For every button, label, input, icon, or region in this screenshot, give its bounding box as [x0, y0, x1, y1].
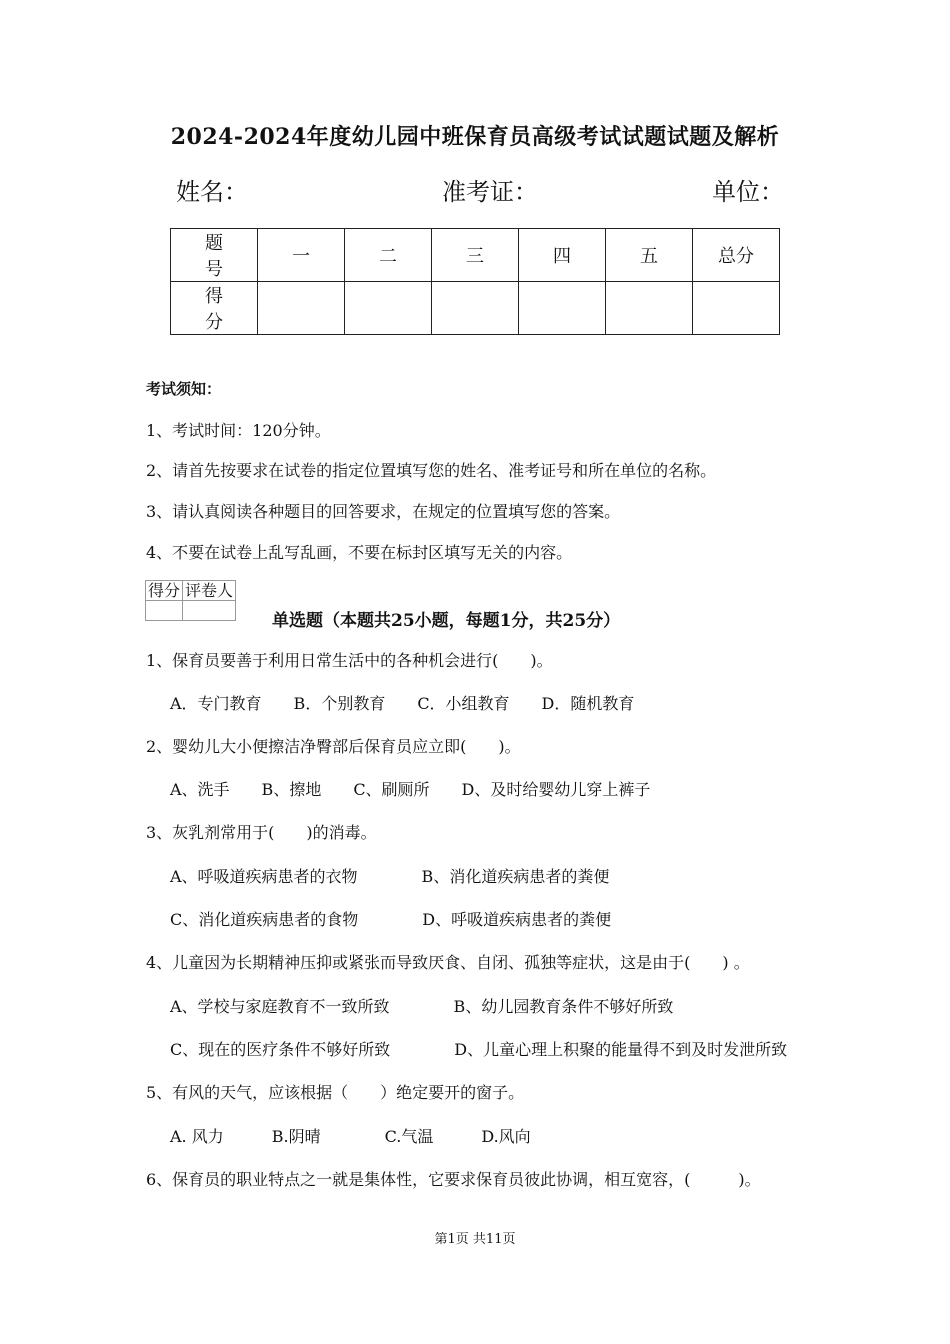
name-label: 姓名：: [176, 178, 248, 206]
section-title: 单选题（本题共25小题，每题1分，共25分）: [272, 611, 621, 631]
grader-box-grader-cell[interactable]: [183, 601, 236, 621]
score-cell-1[interactable]: [258, 282, 345, 335]
notice-item-3: 3、请认真阅读各种题目的回答要求，在规定的位置填写您的答案。: [146, 502, 621, 521]
section-5-header: 五: [606, 229, 693, 282]
section-1-header: 一: [258, 229, 345, 282]
page-footer: 第1页 共11页: [434, 1232, 516, 1247]
question-4-options-row2: C、现在的医疗条件不够好所致 D、儿童心理上积聚的能量得不到及时发泄所致: [170, 1040, 788, 1059]
score-table: [170, 228, 780, 335]
score-row-label: 得 分: [171, 282, 258, 335]
score-table-header-row: [171, 229, 780, 282]
document-title: 2024-2024年度幼儿园中班保育员高级考试试题试题及解析: [170, 124, 780, 150]
exam-id-label: 准考证：: [442, 178, 538, 206]
score-cell-5[interactable]: [606, 282, 693, 335]
question-number-header: 题 号: [171, 229, 258, 282]
question-6-stem: 6、保育员的职业特点之一就是集体性，它要求保育员彼此协调，相互宽容，( )。: [146, 1170, 761, 1189]
question-1-options: A．专门教育 B．个别教育 C．小组教育 D．随机教育: [170, 694, 635, 713]
question-4-stem: 4、儿童因为长期精神压抑或紧张而导致厌食、自闭、孤独等症状，这是由于( ) 。: [146, 953, 750, 972]
question-5-stem: 5、有风的天气，应该根据（ ）绝定要开的窗子。: [146, 1083, 525, 1102]
section-3-header: 三: [432, 229, 519, 282]
question-5-options: A. 风力 B.阴晴 C.气温 D.风向: [170, 1127, 531, 1146]
section-2-header: 二: [345, 229, 432, 282]
question-1-stem: 1、保育员要善于利用日常生活中的各种机会进行( )。: [146, 651, 553, 670]
notice-title: 考试须知：: [146, 380, 222, 398]
score-table-score-row: [171, 282, 780, 335]
question-3-stem: 3、灰乳剂常用于( )的消毒。: [146, 823, 377, 842]
score-cell-2[interactable]: [345, 282, 432, 335]
grader-box-score-label: 得分: [146, 581, 183, 601]
question-3-options-row1: A、呼吸道疾病患者的衣物 B、消化道疾病患者的粪便: [170, 867, 610, 886]
question-2-stem: 2、婴幼儿大小便擦洁净臀部后保育员应立即( )。: [146, 737, 521, 756]
section-4-header: 四: [519, 229, 606, 282]
grader-box-grader-label: 评卷人: [183, 581, 236, 601]
score-cell-3[interactable]: [432, 282, 519, 335]
score-cell-4[interactable]: [519, 282, 606, 335]
notice-item-1: 1、考试时间：120分钟。: [146, 421, 331, 440]
grader-box-score-cell[interactable]: [146, 601, 183, 621]
question-3-options-row2: C、消化道疾病患者的食物 D、呼吸道疾病患者的粪便: [170, 910, 612, 929]
score-cell-total[interactable]: [693, 282, 780, 335]
grader-box: [145, 580, 236, 621]
question-2-options: A、洗手 B、擦地 C、刷厕所 D、及时给婴幼儿穿上裤子: [170, 780, 651, 799]
total-header: 总分: [693, 229, 780, 282]
unit-label: 单位：: [712, 178, 784, 206]
notice-item-4: 4、不要在试卷上乱写乱画，不要在标封区填写无关的内容。: [146, 543, 573, 562]
question-4-options-row1: A、学校与家庭教育不一致所致 B、幼儿园教育条件不够好所致: [170, 997, 674, 1016]
notice-item-2: 2、请首先按要求在试卷的指定位置填写您的姓名、准考证号和所在单位的名称。: [146, 461, 717, 480]
